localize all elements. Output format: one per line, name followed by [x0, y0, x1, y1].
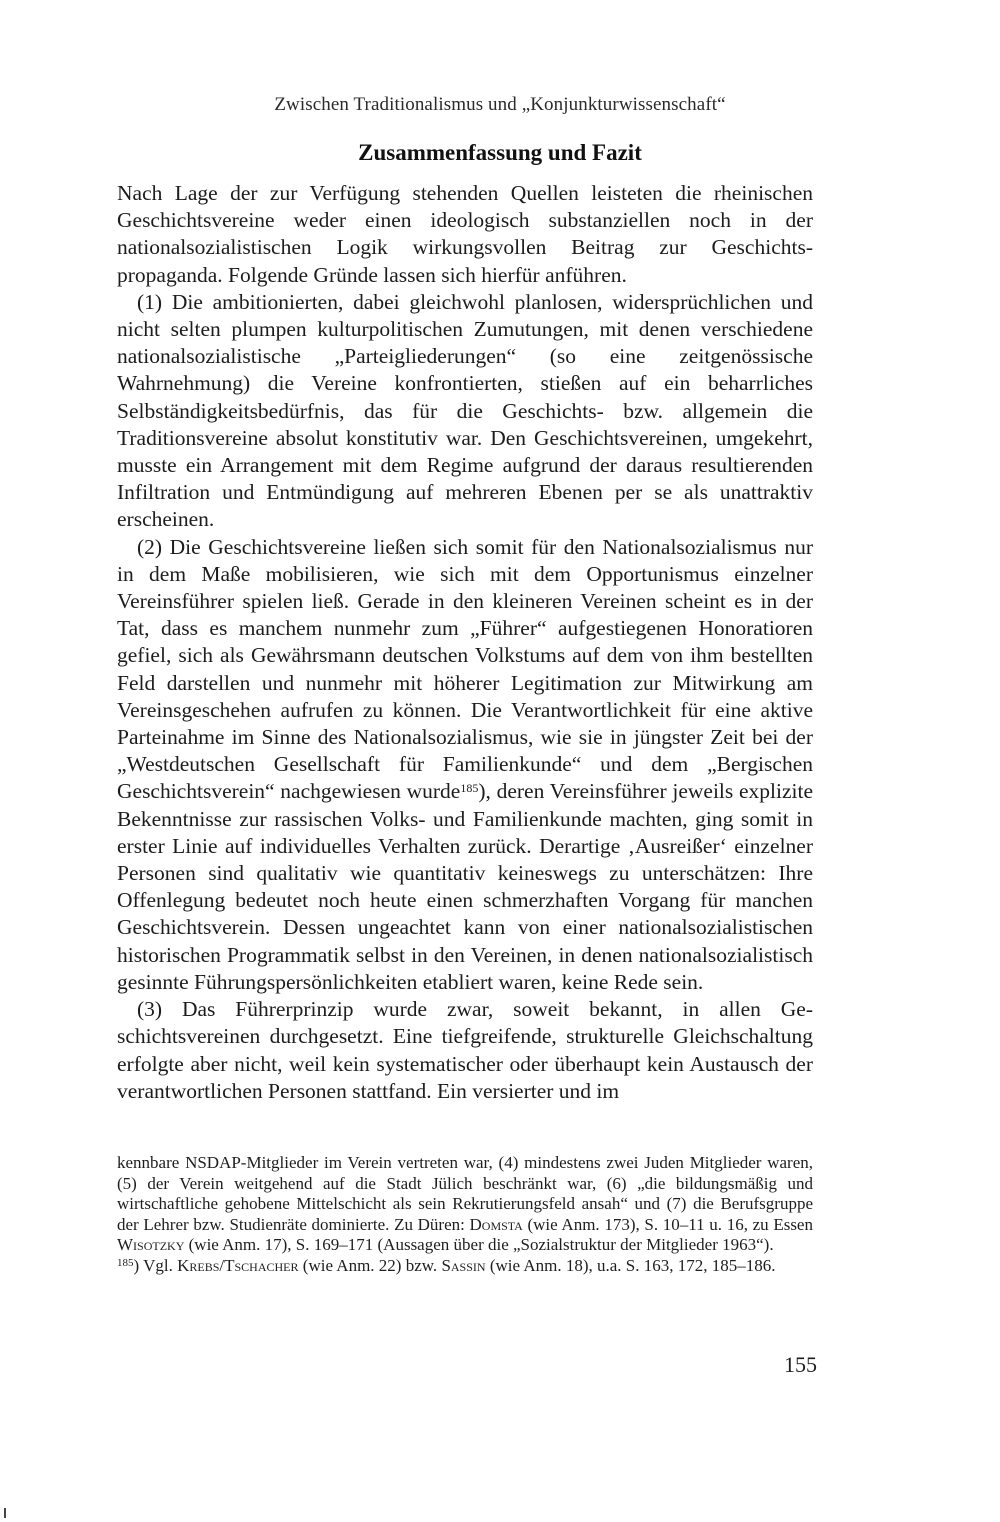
paragraph-1: (1) Die ambitionierten, dabei gleichwohl planlosen, widersprüchlichen und nicht selten plumpen kulturpolitischen Zumutungen, mit denen verschiedene nationalsozialistische „Parteigliederungen“ (so eine zeitgenössische Wahrnehmung) die Vereine konfrontierten, stießen auf ein beharrliches Selbständigkeitsbedürfnis, das für die Geschichts- bzw. allgemein die Traditionsvereine absolut konstitutiv war. Den Geschichtsvereinen, umgekehrt, musste ein Arrangement mit dem Regime aufgrund der daraus resultierenden Infiltration und Entmündigung auf mehreren Ebenen per se als unattraktiv erscheinen. [117, 289, 813, 532]
author-name: Domsta [469, 1214, 523, 1234]
running-head: Zwischen Traditionalismus und „Konjunkturwissenschaft“ [274, 94, 726, 115]
footnote-text: (wie Anm. 22) bzw. [298, 1255, 442, 1275]
footnote-text: (wie Anm. 17), S. 169–171 (Aussagen über die „Sozialstruktur der Mitglieder 1963“). [184, 1235, 774, 1255]
footnote-184-continuation [117, 1153, 813, 1256]
footnote-reference-185[interactable]: 185 [460, 781, 479, 796]
footnote-text: ) Vgl. [133, 1255, 178, 1275]
paragraph-2 [117, 534, 813, 996]
section-title: Zusammenfassung und Fazit [358, 140, 642, 165]
paragraph-2-text-before: (2) Die Geschichtsvereine ließen sich somit für den Nationalsozialismus nur in dem Maße mobilisieren, wie sich mit dem Opportunismus einzelner Vereinsführer spielen ließ. Gerade in den kleineren Vereinen scheint es in der Tat, dass es manchem nunmehr zum „Führer“ aufgestiegenen Honoratioren gefiel, sich als Gewährsmann deutschen Volkstums auf dem von ihm bestellten Feld darstellen und nunmehr mit höherer Legitimation zur Mitwirkung am Vereinsgeschehen aufrufen zu können. Die Verantwortlichkeit für eine aktive Parteinahme im Sinne des Nationalsozialismus, wie sie in jüngster Zeit bei der „Westdeutschen Gesellschaft für Familienkunde“ und dem „Bergischen Geschichtsverein“ nachgewiesen wurde [117, 534, 813, 804]
intro-paragraph: Nach Lage der zur Verfügung stehenden Quellen leisteten die rheinischen Geschichtsvereine weder einen ideologisch substanziellen noch in der nationalsozialistischen Logik wirkungsvollen Beitrag zur Geschichtspropaganda. Folgende Gründe lassen sich hierfür anführen. [117, 181, 813, 287]
footnote-text: (wie Anm. 173), S. 10–11 u. 16, zu Essen [522, 1214, 813, 1234]
footnote-185 [117, 1256, 813, 1277]
paragraph-3: (3) Das Führerprinzip wurde zwar, soweit bekannt, in allen Geschichtsvereinen durchgesetzt. Eine tiefgreifende, strukturelle Gleichschaltung erfolgte aber nicht, weil kein systematischer oder überhaupt kein Austausch der verantwortlichen Personen stattfand. Ein versierter und im [117, 997, 813, 1103]
author-name: Wisotzky [117, 1235, 185, 1255]
body-text [117, 180, 813, 1105]
author-name: Krebs/Tschacher [177, 1255, 299, 1275]
footnote-text: (wie Anm. 18), u.a. S. 163, 172, 185–186. [485, 1255, 776, 1275]
page-number: 155 [784, 1352, 817, 1377]
paragraph-2-text-after: ), deren Vereinsführer jeweils explizite Bekenntnisse zur rassischen Volks- und Familienkunde machten, ging somit in erster Linie auf individuelles Verhalten zurück. Derartige ‚Ausreißer‘ einzelner Personen sind qualitativ wie quantitativ keineswegs zu unterschätzen: Ihre Offenlegung bedeutet noch heute einen schmerzhaften Vorgang für manchen Geschichtsverein. Dessen ungeachtet kann von einer nationalsozialistischen historischen Programmatik selbst in den Vereinen, in denen nationalsozialistisch gesinnte Führungspersönlichkeiten etabliert waren, keine Rede sein. [117, 779, 813, 994]
author-name: Sassin [441, 1255, 486, 1275]
footnotes [117, 1153, 813, 1277]
scan-edge-mark [4, 1508, 6, 1518]
footnote-number: 185 [117, 1256, 134, 1269]
footnote-text: kennbare NSDAP-Mitglieder im Verein vertreten war, (4) mindestens zwei Juden Mitglieder waren, (5) der Verein weitgehend auf die Stadt Jülich beschränkt war, (6) „die bildungsmäßig und wirtschaftliche gehobene Mittelschicht als sein Rekrutierungsfeld ansah“ und (7) die Berufsgruppe der Lehrer bzw. Studienräte dominierte. Zu Düren: [117, 1153, 813, 1234]
